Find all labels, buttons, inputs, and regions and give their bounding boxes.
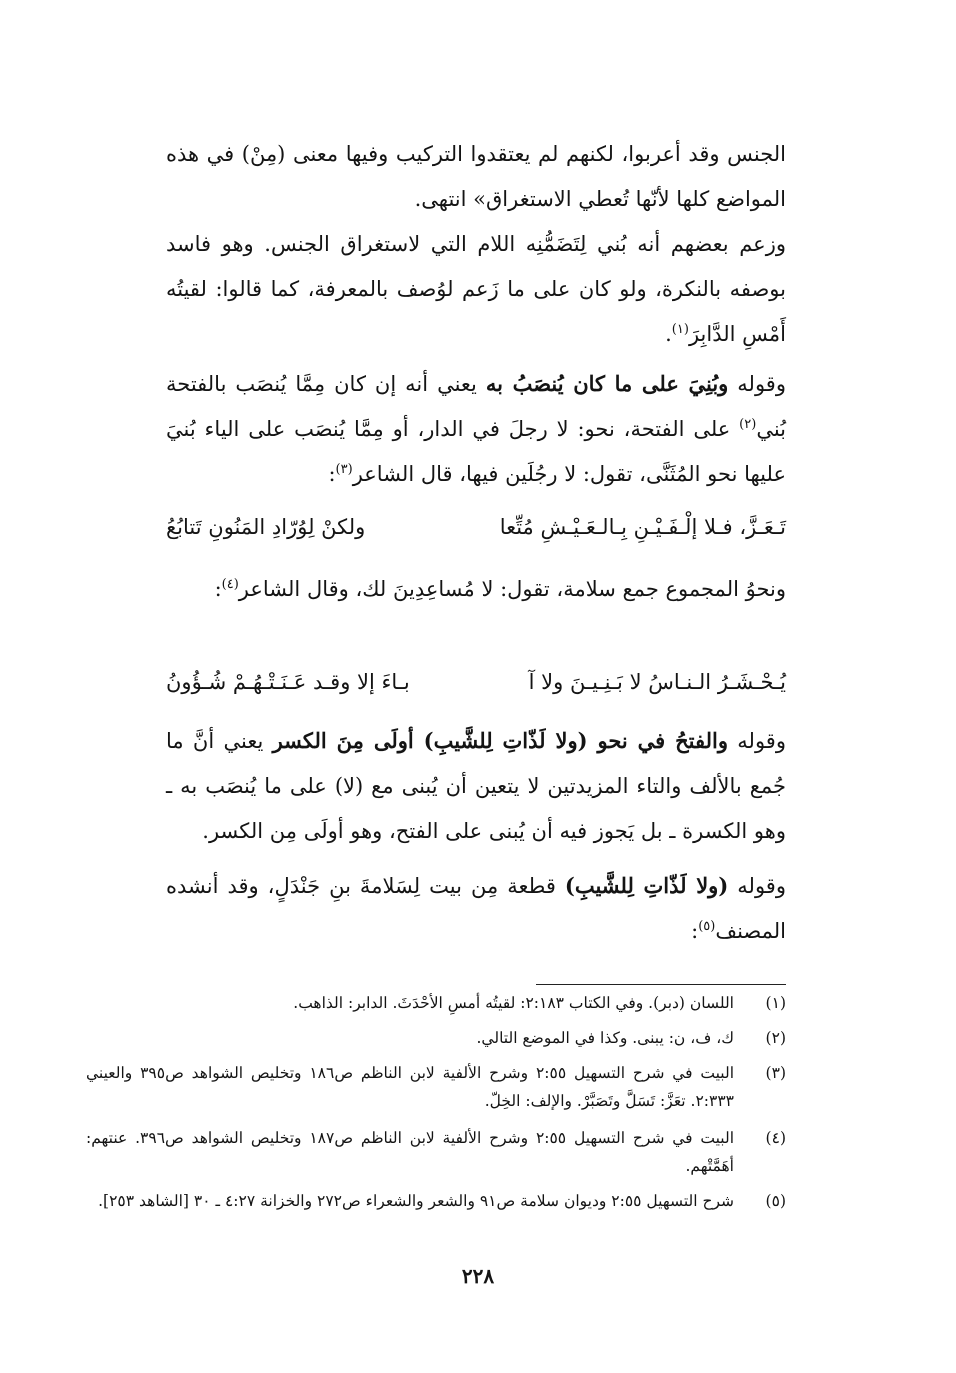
paragraph-6-lead: وقوله xyxy=(728,874,786,898)
paragraph-2-text: وزعم بعضهم أنه بُني لِتَضَمُّنِه اللام التي لاستغراق الجنس. وهو فاسد بوصفه بالنكرة، ولو كان على ما زَعم لوُصف بالمعرفة، كما قالوا: لقيتُه أَمْسِ الدَّابِرَ xyxy=(166,232,786,346)
footnote-ref-4[interactable]: (٤) xyxy=(221,577,239,592)
paragraph-3-text-a: يعني أنه إن كان مِمَّا يُنصَب بالفتحة بُني xyxy=(166,372,786,441)
verse-1-first-hemistich: تَـعَـزَّ، فـلا إلْـفَـيْـنِ بِـالـعَـيْـشِ مُتِّعا xyxy=(499,515,786,539)
footnote-1 xyxy=(86,989,786,1017)
paragraph-6-quote: (ولا لَذّاتِ لِلشَّيبِ) xyxy=(564,873,729,898)
footnote-4 xyxy=(86,1124,786,1180)
footnote-3 xyxy=(86,1059,786,1115)
paragraph-6-text: قطعة مِن بيت لِسَلامةَ بنِ جَنْدَلٍ، وقد أنشده المصنف xyxy=(166,874,786,943)
paragraph-3-end: : xyxy=(328,462,336,486)
paragraph-5 xyxy=(166,718,786,854)
paragraph-1 xyxy=(166,132,786,222)
footnote-divider xyxy=(536,984,786,985)
footnote-number: (٣) xyxy=(765,1064,786,1082)
footnote-ref-3[interactable]: (٣) xyxy=(335,462,353,477)
footnote-2 xyxy=(86,1024,786,1052)
page-number: ٢٢٨ xyxy=(461,1264,495,1288)
paragraph-1-text: الجنس وقد أعربوا، لكنهم لم يعتقدوا التركيب وفيها معنى (مِنْ) في هذه المواضع كلها لأنّها تُعطي الاستغراق» انتهى. xyxy=(166,142,786,211)
paragraph-3 xyxy=(166,361,786,497)
paragraph-5-lead: وقوله xyxy=(728,729,786,753)
footnote-text: البيت في شرح التسهيل ٢:٥٥ وشرح الألفية لابن الناظم ص١٨٦ وتخليص الشواهد ص٣٩٥ والعيني ٢:٣٣٣. تعَزَّ: تَسَلَّ وتَصَبَّرْ. والإلف: الخِلّ. xyxy=(86,1064,735,1110)
footnote-text: شرح التسهيل ٢:٥٥ وديوان سلامة ص٩١ والشعر والشعراء ص٢٧٢ والخزانة ٤:٢٧ ـ ٣٠ [الشاهد ٢٥٣]. xyxy=(98,1192,734,1210)
verse-1-second-hemistich: ولكنْ لِوُرّادِ المَنُونِ تَتابُعُ xyxy=(166,515,366,539)
paragraph-3-quote: وبُنِيَ على ما كان يُنصَبُ به xyxy=(485,371,729,396)
verse-1 xyxy=(166,505,786,549)
verse-2 xyxy=(166,660,786,704)
footnote-ref-1[interactable]: (١) xyxy=(671,322,689,337)
footnote-text: اللسان (دبر). وفي الكتاب ٢:١٨٣: لقيتُه أمسِ الأحْدَثَ. الدابر: الذاهب. xyxy=(293,994,734,1012)
paragraph-4 xyxy=(166,567,786,612)
footnote-text: ك، ف، ن: يبنى. وكذا في الموضع التالي. xyxy=(476,1029,734,1047)
footnote-5 xyxy=(86,1187,786,1215)
footnote-number: (٢) xyxy=(765,1029,786,1047)
paragraph-4-end: : xyxy=(214,577,222,601)
paragraph-6 xyxy=(166,863,786,954)
paragraph-4-text: ونحوُ المجموع جمع سلامة، تقول: لا مُساعِدِينَ لك، وقال الشاعر xyxy=(238,577,786,601)
footnote-ref-5[interactable]: (٥) xyxy=(698,919,716,934)
footnote-number: (١) xyxy=(765,994,786,1012)
verse-2-first-hemistich: يُـحْـشَـرُ الـنـاسُ لا بَـنِـيـنَ ولا آ xyxy=(528,670,786,694)
paragraph-3-text-b: على الفتحة، نحو: لا رجلَ في الدار، أو مِمَّا يُنصَب على الياء بُنيَ عليها نحو المُثَنَّى، تقول: لا رجُلَين فيها، قال الشاعر xyxy=(166,417,786,486)
paragraph-2 xyxy=(166,222,786,357)
footnote-number: (٤) xyxy=(765,1129,786,1147)
footnote-text: البيت في شرح التسهيل ٢:٥٥ وشرح الألفية لابن الناظم ص١٨٧ وتخليص الشواهد ص٣٩٦. عنتهم: أهَمَّتْهم. xyxy=(86,1129,735,1175)
footnote-number: (٥) xyxy=(765,1192,786,1210)
paragraph-3-lead: وقوله xyxy=(728,372,786,396)
verse-2-second-hemistich: بـاءَ إلا وقـد عَـنَـتْـهُـمْ شُـؤُونُ xyxy=(166,670,410,694)
paragraph-5-text: يعني أنَّ ما جُمع بالألف والتاء المزيدتين لا يتعين أن يُبنى مع (لا) على ما يُنصَب به ـ وهو الكسرة ـ بل يَجوز فيه أن يُبنى على الفتح، وهو أولَى مِن الكسر. xyxy=(166,729,786,843)
paragraph-5-quote: والفتحُ في نحو (ولا لَذّاتِ لِلشَّيبِ) أولَى مِنَ الكسر xyxy=(272,728,728,753)
paragraph-6-end: : xyxy=(691,919,699,943)
paragraph-2-end: . xyxy=(665,322,672,346)
footnote-ref-2[interactable]: (٢) xyxy=(739,417,757,432)
